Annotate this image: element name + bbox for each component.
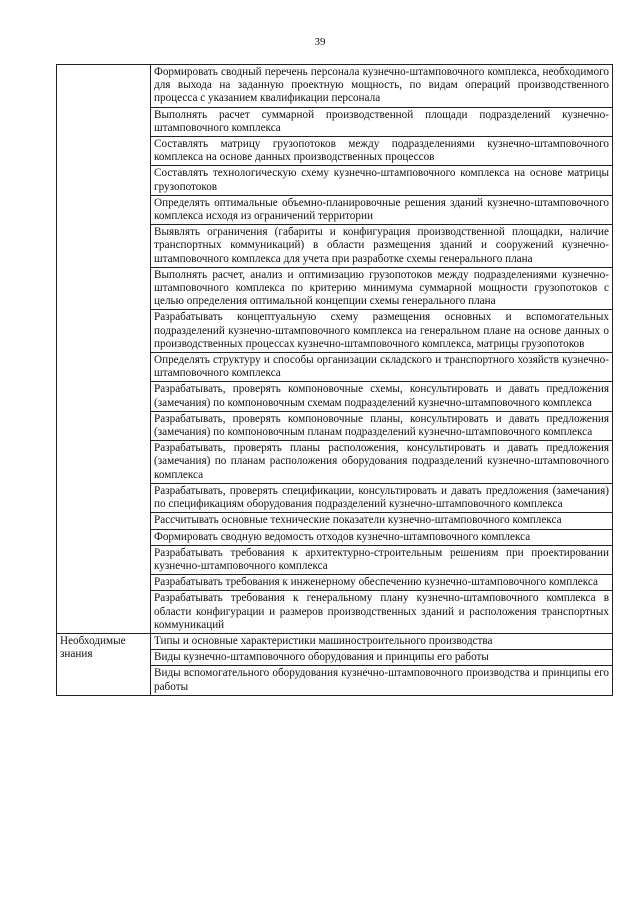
requirement-item: Разрабатывать требования к архитектурно-строительным решениям при проектировании кузнечно-штамповочного комплекса [151, 545, 613, 574]
page-number: 39 [314, 36, 326, 48]
table-row [57, 65, 613, 108]
requirement-item: Виды кузнечно-штамповочного оборудования и принципы его работы [151, 650, 613, 666]
requirement-item: Разрабатывать, проверять планы расположения, консультировать и давать предложения (замечания) по планам расположения оборудования подразделений кузнечно-штамповочного комплекса [151, 441, 613, 484]
section-label [57, 65, 151, 634]
requirement-item: Выполнять расчет, анализ и оптимизацию грузопотоков между подразделениями кузнечно-штамповочного комплекса по критерию минимума суммарной мощности грузопотоков с целью определения оптимальной концепции схемы генерального плана [151, 267, 613, 310]
requirement-item: Разрабатывать, проверять компоновочные схемы, консультировать и давать предложения (замечания) по компоновочным схемам подразделений кузнечно-штамповочного комплекса [151, 382, 613, 411]
requirement-item: Виды вспомогательного оборудования кузнечно-штамповочного производства и принципы его работы [151, 666, 613, 695]
section-label: Необходимые знания [57, 633, 151, 695]
requirement-item: Разрабатывать, проверять компоновочные планы, консультировать и давать предложения (замечания) по компоновочным планам подразделений кузнечно-штамповочного комплекса [151, 411, 613, 440]
requirement-item: Выполнять расчет суммарной производственной площади подразделений кузнечно-штамповочного комплекса [151, 107, 613, 136]
requirements-table [56, 64, 613, 696]
requirement-item: Формировать сводный перечень персонала кузнечно-штамповочного комплекса, необходимого для выхода на заданную проектную мощность, по видам операций производственного процесса с указанием квалификации персонала [151, 65, 613, 108]
requirement-item: Выявлять ограничения (габариты и конфигурация производственной площадки, наличие транспортных коммуникаций) в области размещения зданий и сооружений кузнечно-штамповочного комплекса для учета при разработке схемы генерального плана [151, 225, 613, 268]
requirements-table-body [57, 65, 613, 696]
table-row [57, 633, 613, 649]
requirement-item: Рассчитывать основные технические показатели кузнечно-штамповочного комплекса [151, 513, 613, 529]
requirement-item: Разрабатывать требования к генеральному плану кузнечно-штамповочного комплекса в области конфигурации и размеров производственных зданий и расположения транспортных коммуникаций [151, 591, 613, 634]
requirement-item: Составлять матрицу грузопотоков между подразделениями кузнечно-штамповочного комплекса на основе данных производственных процессов [151, 137, 613, 166]
requirement-item: Типы и основные характеристики машиностроительного производства [151, 633, 613, 649]
requirement-item: Формировать сводную ведомость отходов кузнечно-штамповочного комплекса [151, 529, 613, 545]
requirement-item: Определять структуру и способы организации складского и транспортного хозяйств кузнечно-штамповочного комплекса [151, 353, 613, 382]
requirement-item: Определять оптимальные объемно-планировочные решения зданий кузнечно-штамповочного комплекса исходя из ограничений территории [151, 195, 613, 224]
requirement-item: Разрабатывать, проверять спецификации, консультировать и давать предложения (замечания) по спецификациям оборудования подразделений кузнечно-штамповочного комплекса [151, 483, 613, 512]
requirement-item: Разрабатывать требования к инженерному обеспечению кузнечно-штамповочного комплекса [151, 575, 613, 591]
requirement-item: Составлять технологическую схему кузнечно-штамповочного комплекса на основе матрицы грузопотоков [151, 166, 613, 195]
requirement-item: Разрабатывать концептуальную схему размещения основных и вспомогательных подразделений кузнечно-штамповочного комплекса на генеральном плане на основе данных о производственных процессах кузнечно-штамповочного комплекса, матрицы грузопотоков [151, 310, 613, 353]
